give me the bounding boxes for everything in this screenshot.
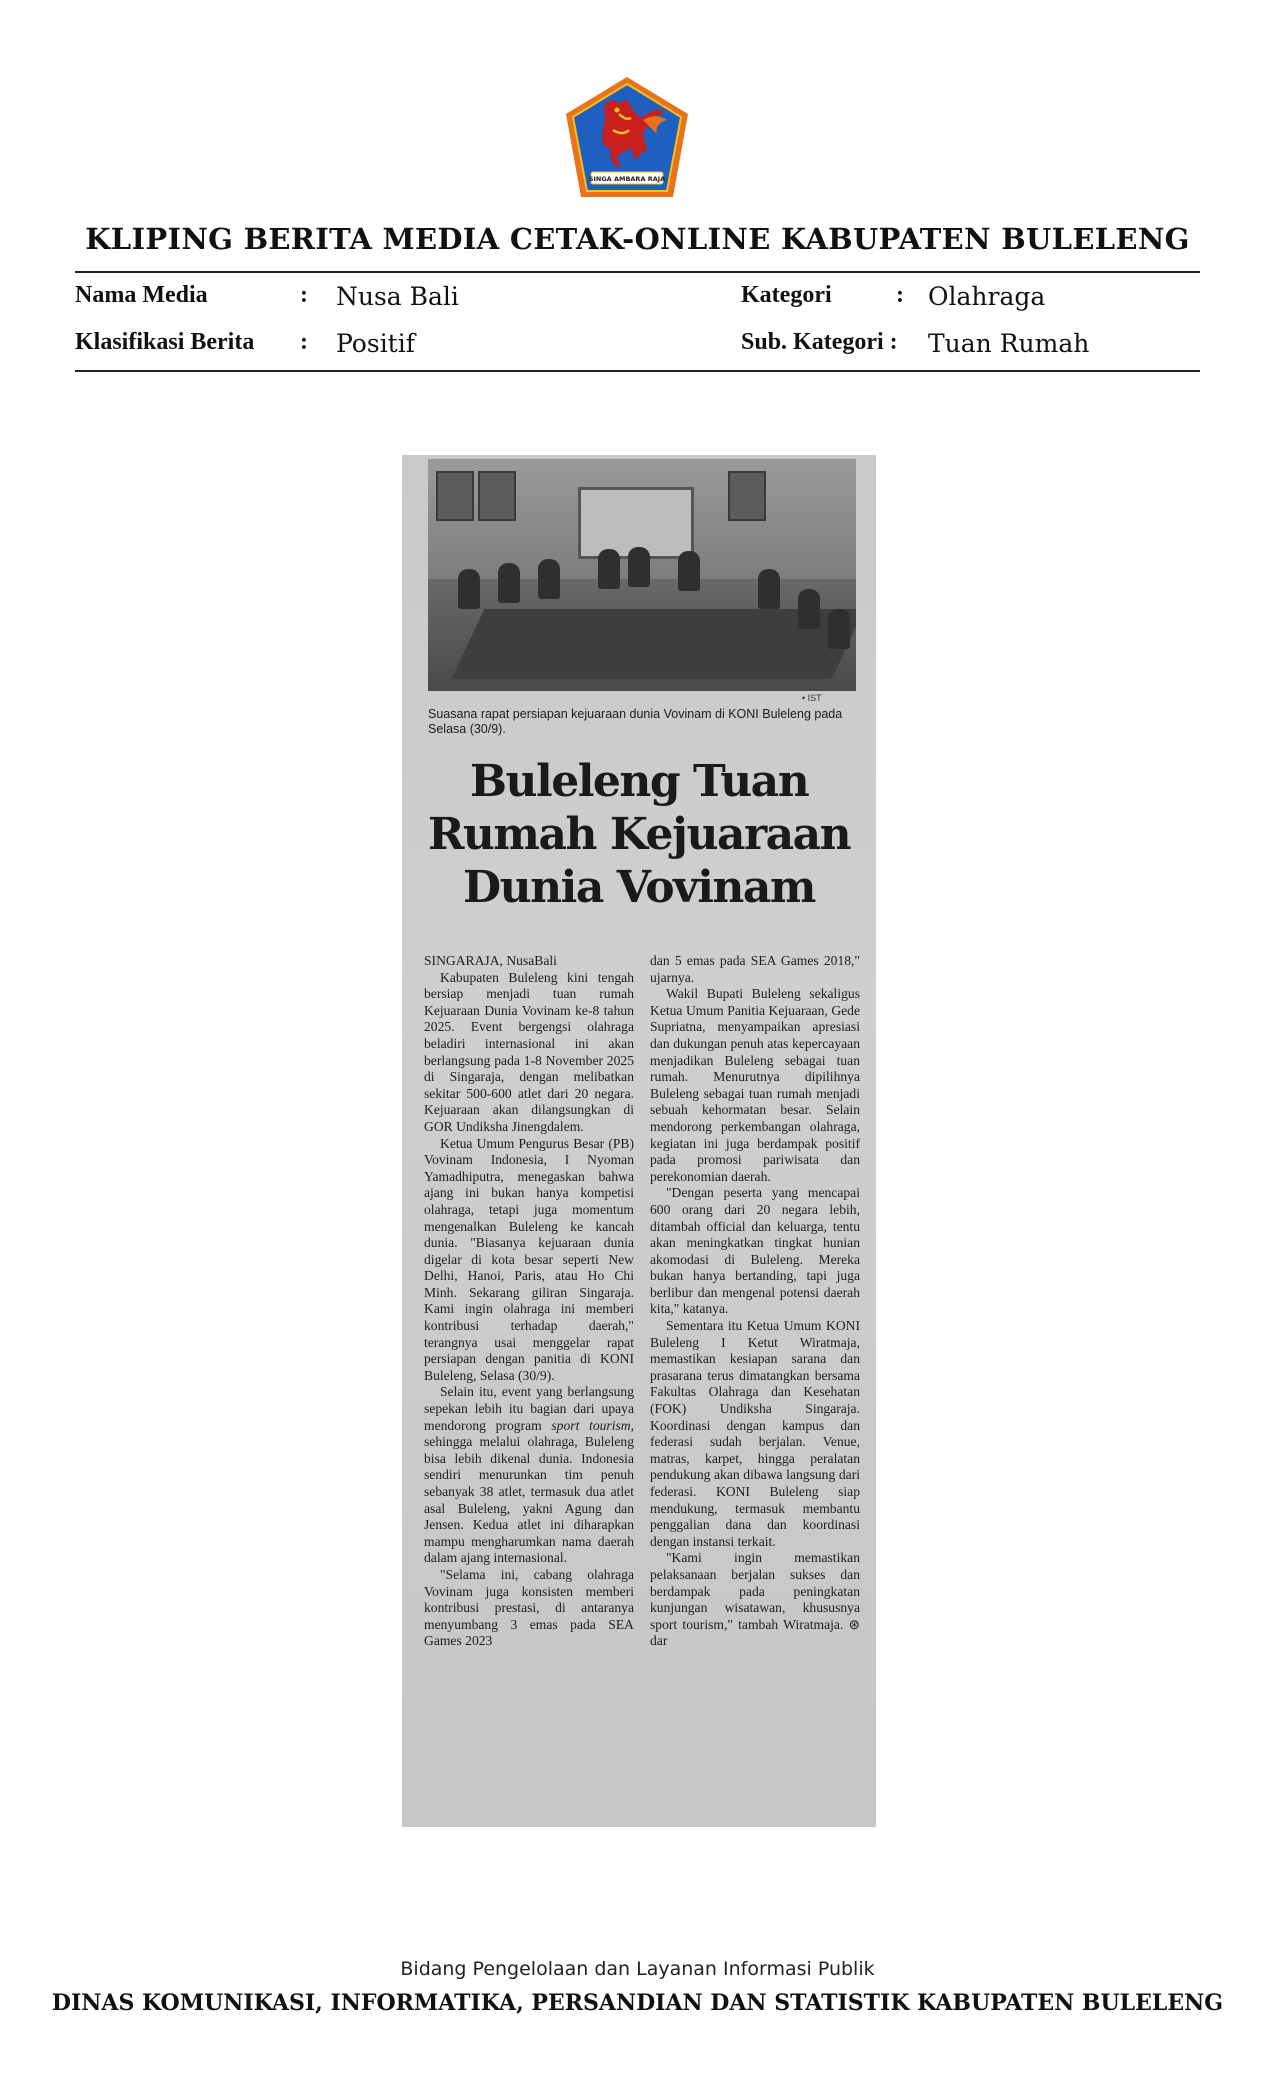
newspaper-clipping [402, 455, 876, 1827]
footer-agency: DINAS KOMUNIKASI, INFORMATIKA, PERSANDIAN DAN STATISTIK KABUPATEN BULELENG [51, 1990, 1224, 2016]
sub-kategori-value: Tuan Rumah [928, 329, 1090, 358]
singa-ambara-raja-emblem-icon [561, 74, 693, 200]
paragraph: Wakil Bupati Buleleng sekaligus Ketua Umum Panitia Kejuaraan, Gede Supriatna, menyampaikan apresiasi dan dukungan penuh atas kepercayaan menjadikan Buleleng sebagai tuan rumah. Menurutnya dipilihnya Buleleng sebagai tuan rumah menjadi sebuah kehormatan besar. Selain mendorong perkembangan olahraga, kegiatan ini juga berdampak positif pada promosi pariwisata dan perekonomian daerah. [650, 986, 860, 1184]
klasifikasi-label: Klasifikasi Berita [75, 329, 255, 355]
paragraph: "Selama ini, cabang olahraga Vovinam juga konsisten memberi kontribusi prestasi, di antaranya menyumbang 3 emas pada SEA Games 2023 [424, 1566, 634, 1649]
article-column-1 [424, 953, 634, 1650]
paragraph: Kabupaten Buleleng kini tengah bersiap menjadi tuan rumah Kejuaraan Dunia Vovinam ke-8 tahun 2025. Event bergengsi olahraga beladiri internasional ini akan berlangsung pada 1-8 November 2025 di Singaraja, dengan melibatkan sekitar 500-600 atlet dari 20 negara. Kejuaraan akan dilangsungkan di GOR Undiksha Jinengdalem. [424, 969, 634, 1134]
dateline: SINGARAJA, NusaBali [424, 953, 557, 968]
paragraph: Ketua Umum Pengurus Besar (PB) Vovinam Indonesia, I Nyoman Yamadhiputra, menegaskan bahwa ajang ini bukan hanya kompetisi olahraga, tetapi juga momentum mengenalkan Buleleng ke kancah dunia. "Biasanya kejuaraan dunia digelar di kota besar seperti New Delhi, Hanoi, Paris, atau Ho Chi Minh. Sekarang giliran Singaraja. Kami ingin olahraga ini memberi kontribusi terhadap daerah," terangnya usai menggelar rapat persiapan dengan panitia di KONI Buleleng, Selasa (30/9). [424, 1135, 634, 1383]
kategori-value: Olahraga [928, 282, 1046, 311]
paragraph: "Dengan peserta yang mencapai 600 orang dari 20 negara lebih, ditambah official dan keluarga, tentu akan meningkatkan tingkat hunian akomodasi di Buleleng. Mereka bukan hanya bertanding, tapi juga berlibur dan mengenal potensi daerah kita," katanya. [650, 1185, 860, 1317]
footer-division: Bidang Pengelolaan dan Layanan Informasi Publik [400, 1958, 875, 1980]
article-headline: Buleleng Tuan Rumah Kejuaraan Dunia Vovinam [427, 756, 851, 913]
paragraph: "Kami ingin memastikan pelaksanaan berjalan sukses dan berdampak pada peningkatan kunjungan wisatawan, khususnya sport tourism," tambah Wiratmaja. ⊛ dar [650, 1550, 860, 1649]
photo-credit: • IST [802, 693, 822, 703]
photo-caption: Suasana rapat persiapan kejuaraan dunia Vovinam di KONI Buleleng pada Selasa (30/9). [428, 707, 843, 736]
klasifikasi-value: Positif [336, 329, 415, 358]
nama-media-colon: : [300, 282, 308, 308]
klasifikasi-colon: : [300, 329, 308, 355]
paragraph: Sementara itu Ketua Umum KONI Buleleng I Ketut Wiratmaja, memastikan kesiapan sarana dan prasarana terus dimatangkan bersama Fakultas Olahraga dan Kesehatan (FOK) Undiksha Singaraja. Koordinasi dengan kampus dan federasi sudah berjalan. Venue, matras, karpet, hingga peralatan pendukung akan dibawa langsung dari federasi. KONI Buleleng siap mendukung, termasuk membantu penggalian dana dan koordinasi dengan instansi terkait. [650, 1318, 860, 1549]
sport-tourism-emphasis: sport tourism [551, 1417, 631, 1433]
paragraph: dan 5 emas pada SEA Games 2018," ujarnya. [650, 953, 860, 985]
kategori-colon: : [896, 282, 904, 308]
nama-media-label: Nama Media [75, 282, 208, 308]
nama-media-value: Nusa Bali [336, 282, 459, 311]
paragraph: Selain itu, event yang berlangsung sepekan lebih itu bagian dari upaya mendorong program sport tourism, sehingga melalui olahraga, Buleleng bisa lebih dikenal dunia. Indonesia sendiri menurunkan tim penuh sebanyak 38 atlet, termasuk dua atlet asal Buleleng, yakni Agung dan Jensen. Kedua atlet ini diharapkan mampu mengharumkan nama daerah dalam ajang internasional. [424, 1384, 634, 1566]
sub-kategori-label: Sub. Kategori : [741, 329, 898, 355]
logo-motto: SINGA AMBARA RAJA [588, 175, 666, 183]
header-bottom-divider [75, 370, 1200, 372]
header-top-divider [75, 271, 1200, 273]
document-title: KLIPING BERITA MEDIA CETAK-ONLINE KABUPATEN BULELENG [85, 222, 1190, 256]
meeting-photo [428, 459, 856, 691]
article-column-2 [650, 953, 860, 1650]
kategori-label: Kategori [741, 282, 832, 308]
